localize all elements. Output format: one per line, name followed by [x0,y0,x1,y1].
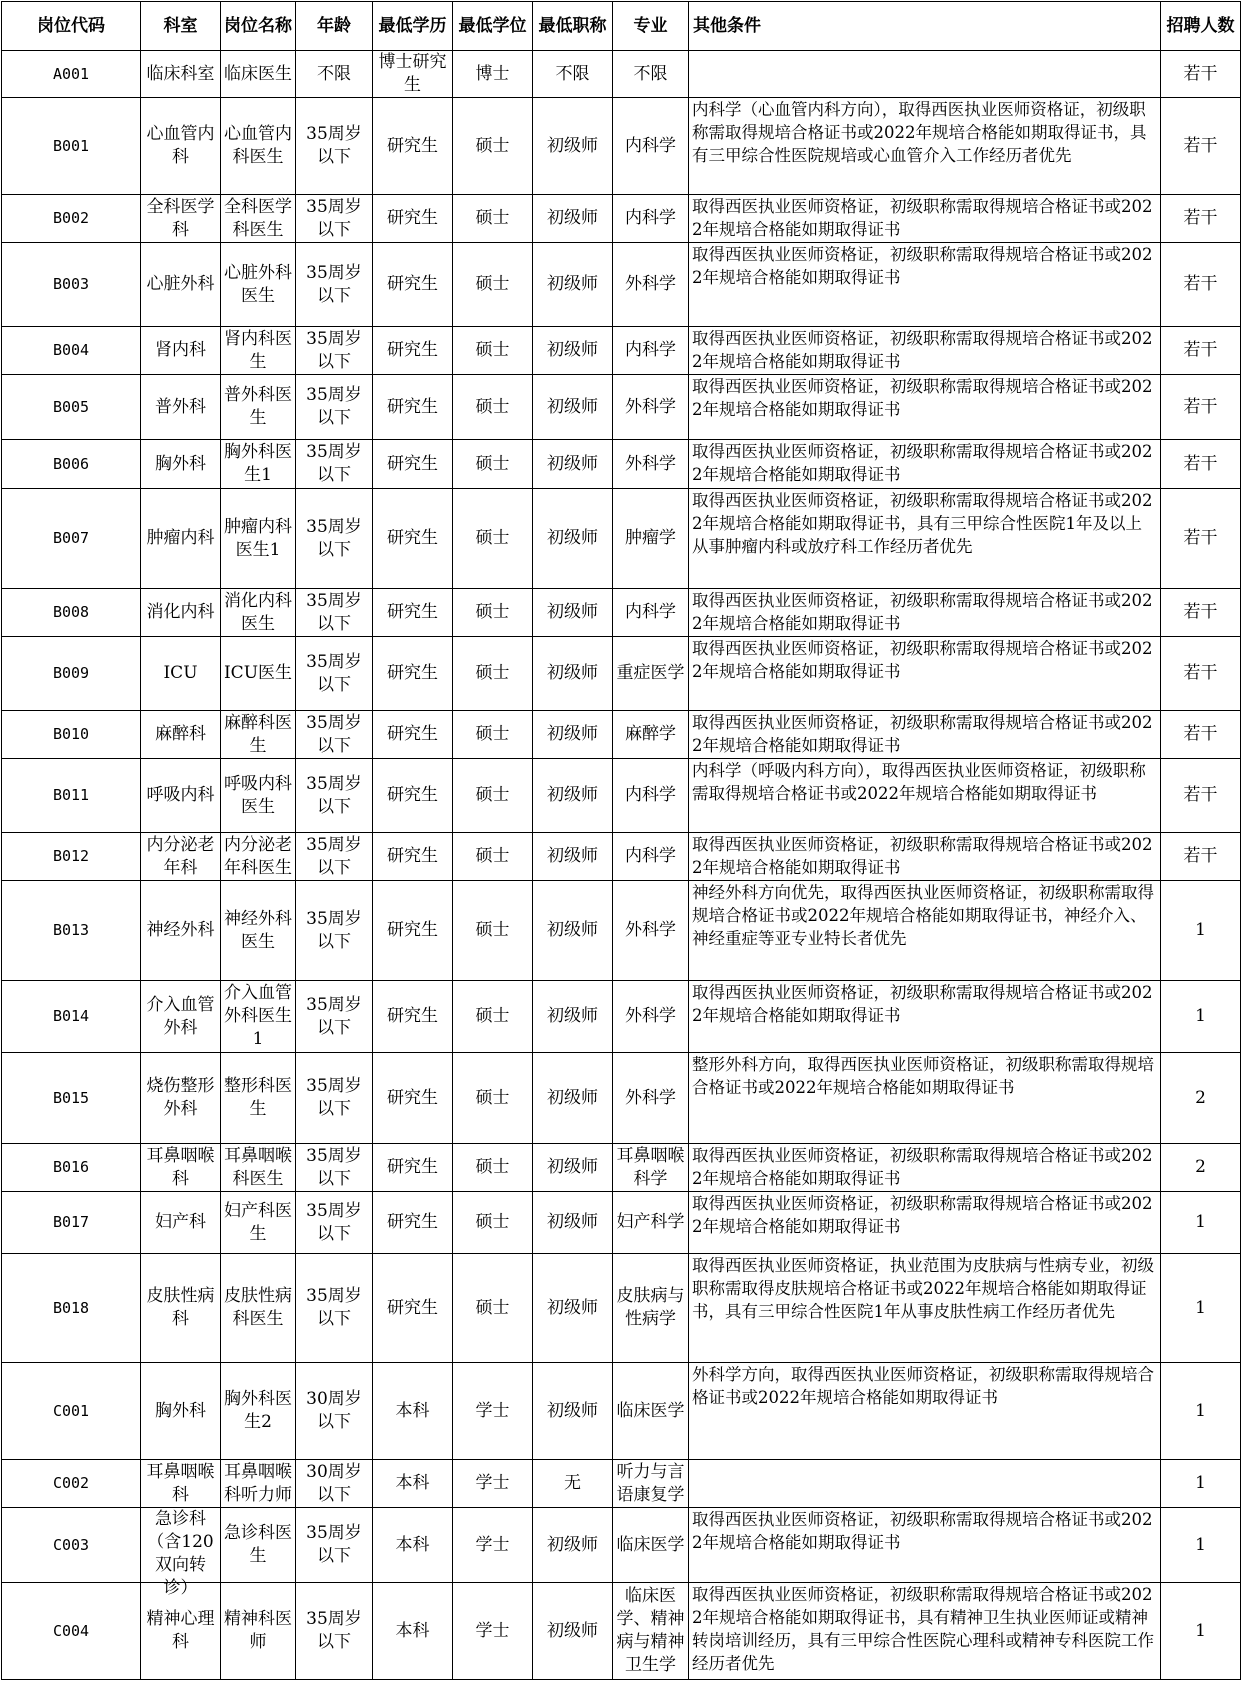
cell-other: 取得西医执业医师资格证，初级职称需取得规培合格证书或2022年规培合格能如期取得证书 [689,711,1161,759]
cell-code: C002 [2,1460,141,1508]
cell-edu: 研究生 [373,833,453,881]
cell-edu: 博士研究生 [373,51,453,98]
cell-edu: 研究生 [373,589,453,637]
cell-count: 2 [1161,1053,1241,1144]
cell-code: B004 [2,327,141,375]
cell-edu: 研究生 [373,489,453,589]
cell-major: 外科学 [613,440,689,489]
cell-major: 内科学 [613,327,689,375]
cell-edu: 研究生 [373,981,453,1053]
cell-edu: 研究生 [373,759,453,833]
cell-major: 肿瘤学 [613,489,689,589]
cell-count: 2 [1161,1144,1241,1192]
cell-major: 外科学 [613,243,689,327]
cell-age: 35周岁以下 [296,759,373,833]
cell-code: C003 [2,1508,141,1583]
cell-age: 35周岁以下 [296,489,373,589]
table-row [2,881,1241,981]
cell-post: 精神科医师 [221,1583,296,1680]
header-degree: 最低学位 [453,2,533,51]
cell-dept: 临床科室 [141,51,221,98]
table-row [2,195,1241,243]
cell-title: 初级师 [533,440,613,489]
header-edu: 最低学历 [373,2,453,51]
table-row [2,489,1241,589]
recruitment-sheet [1,1,1240,1680]
cell-dept [141,1508,221,1598]
cell-count: 若干 [1161,440,1241,489]
cell-dept: 耳鼻咽喉科 [141,1460,221,1508]
cell-other: 取得西医执业医师资格证，初级职称需取得规培合格证书或2022年规培合格能如期取得证书，具有三甲综合性医院1年及以上从事肿瘤内科或放疗科工作经历者优先 [689,489,1161,589]
cell-count: 若干 [1161,589,1241,637]
cell-major: 妇产科学 [613,1192,689,1254]
cell-other [689,1460,1161,1508]
header-post: 岗位名称 [221,2,296,51]
cell-post: 肿瘤内科医生1 [221,489,296,589]
cell-post: 整形科医生 [221,1053,296,1144]
cell-dept: 麻醉科 [141,711,221,759]
cell-title: 不限 [533,51,613,98]
cell-title: 初级师 [533,1053,613,1144]
cell-dept: 普外科 [141,375,221,440]
cell-other: 取得西医执业医师资格证，初级职称需取得规培合格证书或2022年规培合格能如期取得证书 [689,327,1161,375]
cell-edu: 研究生 [373,1053,453,1144]
cell-edu: 本科 [373,1508,453,1583]
cell-major: 临床医学、精神病与精神卫生学 [613,1583,689,1680]
table-row [2,1192,1241,1254]
cell-post: ICU医生 [221,637,296,711]
cell-major: 麻醉学 [613,711,689,759]
cell-count: 若干 [1161,375,1241,440]
cell-dept: 胸外科 [141,440,221,489]
cell-code: B015 [2,1053,141,1144]
table-row [2,759,1241,833]
cell-dept: 全科医学科 [141,195,221,243]
cell-edu: 研究生 [373,881,453,981]
cell-dept: 心脏外科 [141,243,221,327]
cell-title: 初级师 [533,637,613,711]
cell-major: 临床医学 [613,1363,689,1460]
cell-dept: 肾内科 [141,327,221,375]
cell-count: 若干 [1161,637,1241,711]
cell-count: 1 [1161,981,1241,1053]
cell-major: 外科学 [613,375,689,440]
cell-other: 取得西医执业医师资格证，初级职称需取得规培合格证书或2022年规培合格能如期取得证书 [689,375,1161,440]
cell-title: 初级师 [533,589,613,637]
cell-post: 心血管内科医生 [221,98,296,195]
cell-code: B009 [2,637,141,711]
cell-edu: 本科 [373,1363,453,1460]
cell-degree: 学士 [453,1363,533,1460]
cell-major: 皮肤病与性病学 [613,1254,689,1363]
cell-other: 内科学（心血管内科方向），取得西医执业医师资格证，初级职称需取得规培合格证书或2022年规培合格能如期取得证书，具有三甲综合性医院规培或心血管介入工作经历者优先 [689,98,1161,195]
cell-degree: 硕士 [453,759,533,833]
cell-degree: 硕士 [453,1192,533,1254]
cell-code: B016 [2,1144,141,1192]
cell-degree: 学士 [453,1508,533,1583]
cell-other: 取得西医执业医师资格证，初级职称需取得规培合格证书或2022年规培合格能如期取得证书 [689,1508,1161,1583]
cell-title: 初级师 [533,881,613,981]
cell-edu: 研究生 [373,98,453,195]
cell-other: 外科学方向，取得西医执业医师资格证，初级职称需取得规培合格证书或2022年规培合格能如期取得证书 [689,1363,1161,1460]
table-row [2,98,1241,195]
cell-other: 取得西医执业医师资格证，初级职称需取得规培合格证书或2022年规培合格能如期取得证书 [689,243,1161,327]
table-row [2,1053,1241,1144]
cell-dept: 皮肤性病科 [141,1254,221,1363]
cell-post: 耳鼻咽喉科听力师 [221,1460,296,1508]
header-age: 年龄 [296,2,373,51]
cell-dept: 内分泌老年科 [141,833,221,881]
cell-count: 1 [1161,1192,1241,1254]
header-title: 最低职称 [533,2,613,51]
cell-other [689,51,1161,98]
cell-count: 若干 [1161,195,1241,243]
cell-degree: 硕士 [453,711,533,759]
cell-title: 初级师 [533,711,613,759]
cell-title: 初级师 [533,98,613,195]
cell-other: 取得西医执业医师资格证，初级职称需取得规培合格证书或2022年规培合格能如期取得证书 [689,833,1161,881]
cell-major: 听力与言语康复学 [613,1460,689,1508]
cell-other: 整形外科方向，取得西医执业医师资格证，初级职称需取得规培合格证书或2022年规培合格能如期取得证书 [689,1053,1161,1144]
cell-post: 神经外科医生 [221,881,296,981]
cell-code: B007 [2,489,141,589]
cell-title: 初级师 [533,981,613,1053]
cell-post: 妇产科医生 [221,1192,296,1254]
cell-age: 35周岁以下 [296,1192,373,1254]
cell-age: 35周岁以下 [296,589,373,637]
cell-edu: 研究生 [373,711,453,759]
cell-edu: 研究生 [373,243,453,327]
table-row [2,589,1241,637]
cell-title: 初级师 [533,1508,613,1583]
cell-major: 内科学 [613,833,689,881]
recruitment-table [1,1,1241,1680]
cell-degree: 硕士 [453,1254,533,1363]
cell-count: 若干 [1161,833,1241,881]
cell-other: 取得西医执业医师资格证，初级职称需取得规培合格证书或2022年规培合格能如期取得证书 [689,637,1161,711]
cell-count: 1 [1161,1254,1241,1363]
cell-count: 若干 [1161,759,1241,833]
cell-age: 35周岁以下 [296,195,373,243]
cell-degree: 硕士 [453,981,533,1053]
cell-code: B010 [2,711,141,759]
table-row [2,1363,1241,1460]
cell-other: 取得西医执业医师资格证，初级职称需取得规培合格证书或2022年规培合格能如期取得证书 [689,981,1161,1053]
cell-post: 胸外科医生2 [221,1363,296,1460]
table-row [2,833,1241,881]
cell-edu: 研究生 [373,440,453,489]
cell-age: 35周岁以下 [296,637,373,711]
table-row [2,243,1241,327]
cell-age: 不限 [296,51,373,98]
header-code: 岗位代码 [2,2,141,51]
cell-age: 35周岁以下 [296,981,373,1053]
cell-post: 消化内科医生 [221,589,296,637]
header-row [2,2,1241,51]
cell-count: 1 [1161,881,1241,981]
table-row [2,1254,1241,1363]
cell-code: B018 [2,1254,141,1363]
cell-edu: 研究生 [373,195,453,243]
cell-post: 耳鼻咽喉科医生 [221,1144,296,1192]
cell-degree: 硕士 [453,881,533,981]
cell-post: 肾内科医生 [221,327,296,375]
cell-major: 内科学 [613,759,689,833]
cell-edu: 本科 [373,1460,453,1508]
cell-major: 不限 [613,51,689,98]
cell-post: 普外科医生 [221,375,296,440]
cell-code: B013 [2,881,141,981]
table-row [2,1144,1241,1192]
cell-count: 若干 [1161,243,1241,327]
cell-count: 1 [1161,1508,1241,1583]
cell-degree: 硕士 [453,1053,533,1144]
cell-count: 若干 [1161,327,1241,375]
cell-title: 初级师 [533,327,613,375]
cell-edu: 研究生 [373,375,453,440]
cell-dept: 肿瘤内科 [141,489,221,589]
table-row [2,1508,1241,1583]
cell-title: 初级师 [533,1192,613,1254]
cell-code: B011 [2,759,141,833]
cell-age: 35周岁以下 [296,881,373,981]
cell-age: 35周岁以下 [296,1053,373,1144]
cell-edu: 本科 [373,1583,453,1680]
cell-age: 35周岁以下 [296,1508,373,1583]
cell-degree: 硕士 [453,489,533,589]
cell-age: 35周岁以下 [296,327,373,375]
cell-count: 若干 [1161,489,1241,589]
cell-other: 取得西医执业医师资格证，初级职称需取得规培合格证书或2022年规培合格能如期取得证书 [689,1144,1161,1192]
cell-age: 35周岁以下 [296,1583,373,1680]
cell-count: 1 [1161,1460,1241,1508]
cell-count: 若干 [1161,51,1241,98]
cell-age: 35周岁以下 [296,375,373,440]
cell-post: 急诊科医生 [221,1508,296,1583]
table-row [2,327,1241,375]
cell-other: 内科学（呼吸内科方向），取得西医执业医师资格证，初级职称需取得规培合格证书或2022年规培合格能如期取得证书 [689,759,1161,833]
cell-title: 初级师 [533,1363,613,1460]
cell-dept: ICU [141,637,221,711]
cell-code: B003 [2,243,141,327]
cell-other: 取得西医执业医师资格证，初级职称需取得规培合格证书或2022年规培合格能如期取得证书 [689,1192,1161,1254]
cell-code: C001 [2,1363,141,1460]
cell-title: 初级师 [533,243,613,327]
cell-other: 神经外科方向优先，取得西医执业医师资格证，初级职称需取得规培合格证书或2022年规培合格能如期取得证书，神经介入、神经重症等亚专业特长者优先 [689,881,1161,981]
table-row [2,1460,1241,1508]
cell-dept: 精神心理科 [141,1583,221,1680]
cell-degree: 硕士 [453,833,533,881]
cell-code: B012 [2,833,141,881]
cell-age: 35周岁以下 [296,1144,373,1192]
cell-other: 取得西医执业医师资格证，初级职称需取得规培合格证书或2022年规培合格能如期取得证书 [689,195,1161,243]
cell-code: B014 [2,981,141,1053]
cell-title: 初级师 [533,489,613,589]
cell-major: 外科学 [613,881,689,981]
cell-degree: 学士 [453,1460,533,1508]
cell-post: 内分泌老年科医生 [221,833,296,881]
cell-count: 若干 [1161,711,1241,759]
cell-code: A001 [2,51,141,98]
table-row [2,440,1241,489]
cell-age: 35周岁以下 [296,711,373,759]
cell-major: 临床医学 [613,1508,689,1583]
cell-title: 初级师 [533,195,613,243]
cell-degree: 硕士 [453,327,533,375]
cell-title: 初级师 [533,833,613,881]
cell-major: 外科学 [613,1053,689,1144]
cell-title: 初级师 [533,1254,613,1363]
cell-post: 呼吸内科医生 [221,759,296,833]
cell-edu: 研究生 [373,1192,453,1254]
cell-title: 初级师 [533,1144,613,1192]
cell-degree: 硕士 [453,440,533,489]
cell-age: 35周岁以下 [296,440,373,489]
header-dept: 科室 [141,2,221,51]
cell-post: 介入血管外科医生1 [221,981,296,1053]
cell-count: 若干 [1161,98,1241,195]
cell-count: 1 [1161,1583,1241,1680]
cell-count: 1 [1161,1363,1241,1460]
cell-dept: 耳鼻咽喉科 [141,1144,221,1192]
cell-degree: 硕士 [453,243,533,327]
cell-post: 胸外科医生1 [221,440,296,489]
cell-edu: 研究生 [373,1254,453,1363]
cell-major: 内科学 [613,195,689,243]
cell-post: 临床医生 [221,51,296,98]
cell-title: 无 [533,1460,613,1508]
cell-major: 重症医学 [613,637,689,711]
cell-code: B001 [2,98,141,195]
cell-degree: 硕士 [453,98,533,195]
cell-age: 35周岁以下 [296,1254,373,1363]
cell-degree: 硕士 [453,195,533,243]
cell-other: 取得西医执业医师资格证，初级职称需取得规培合格证书或2022年规培合格能如期取得证书 [689,440,1161,489]
cell-dept: 烧伤整形外科 [141,1053,221,1144]
cell-dept: 心血管内科 [141,98,221,195]
cell-post: 心脏外科医生 [221,243,296,327]
table-row [2,375,1241,440]
cell-major: 内科学 [613,589,689,637]
cell-code: C004 [2,1583,141,1680]
cell-major: 耳鼻咽喉科学 [613,1144,689,1192]
cell-code: B017 [2,1192,141,1254]
header-count: 招聘人数 [1161,2,1241,51]
cell-degree: 硕士 [453,375,533,440]
cell-degree: 硕士 [453,637,533,711]
cell-age: 30周岁以下 [296,1363,373,1460]
cell-code: B006 [2,440,141,489]
cell-dept-text: 急诊科（含120双向转诊） [147,1509,214,1598]
table-row [2,711,1241,759]
cell-edu: 研究生 [373,637,453,711]
cell-degree: 博士 [453,51,533,98]
cell-dept: 胸外科 [141,1363,221,1460]
cell-other: 取得西医执业医师资格证，执业范围为皮肤病与性病专业，初级职称需取得皮肤规培合格证书或2022年规培合格能如期取得证书，具有三甲综合性医院1年从事皮肤性病工作经历者优先 [689,1254,1161,1363]
cell-title: 初级师 [533,759,613,833]
header-major: 专业 [613,2,689,51]
table-row [2,637,1241,711]
cell-code: B002 [2,195,141,243]
cell-post: 皮肤性病科医生 [221,1254,296,1363]
table-body [2,51,1241,1680]
cell-dept: 消化内科 [141,589,221,637]
cell-major: 外科学 [613,981,689,1053]
cell-dept: 神经外科 [141,881,221,981]
cell-title: 初级师 [533,375,613,440]
table-row [2,51,1241,98]
cell-dept: 介入血管外科 [141,981,221,1053]
cell-dept: 呼吸内科 [141,759,221,833]
cell-other: 取得西医执业医师资格证，初级职称需取得规培合格证书或2022年规培合格能如期取得证书，具有精神卫生执业医师证或精神转岗培训经历，具有三甲综合性医院心理科或精神专科医院工作经历者优先 [689,1583,1161,1680]
cell-title: 初级师 [533,1583,613,1680]
cell-degree: 硕士 [453,589,533,637]
cell-edu: 研究生 [373,327,453,375]
cell-age: 35周岁以下 [296,98,373,195]
cell-degree: 硕士 [453,1144,533,1192]
cell-edu: 研究生 [373,1144,453,1192]
cell-post: 麻醉科医生 [221,711,296,759]
cell-degree: 学士 [453,1583,533,1680]
cell-dept: 妇产科 [141,1192,221,1254]
cell-code: B005 [2,375,141,440]
cell-other: 取得西医执业医师资格证，初级职称需取得规培合格证书或2022年规培合格能如期取得证书 [689,589,1161,637]
header-other: 其他条件 [689,2,1161,51]
table-row [2,981,1241,1053]
cell-age: 35周岁以下 [296,833,373,881]
cell-age: 35周岁以下 [296,243,373,327]
cell-code: B008 [2,589,141,637]
cell-age: 30周岁以下 [296,1460,373,1508]
cell-post: 全科医学科医生 [221,195,296,243]
cell-major: 内科学 [613,98,689,195]
